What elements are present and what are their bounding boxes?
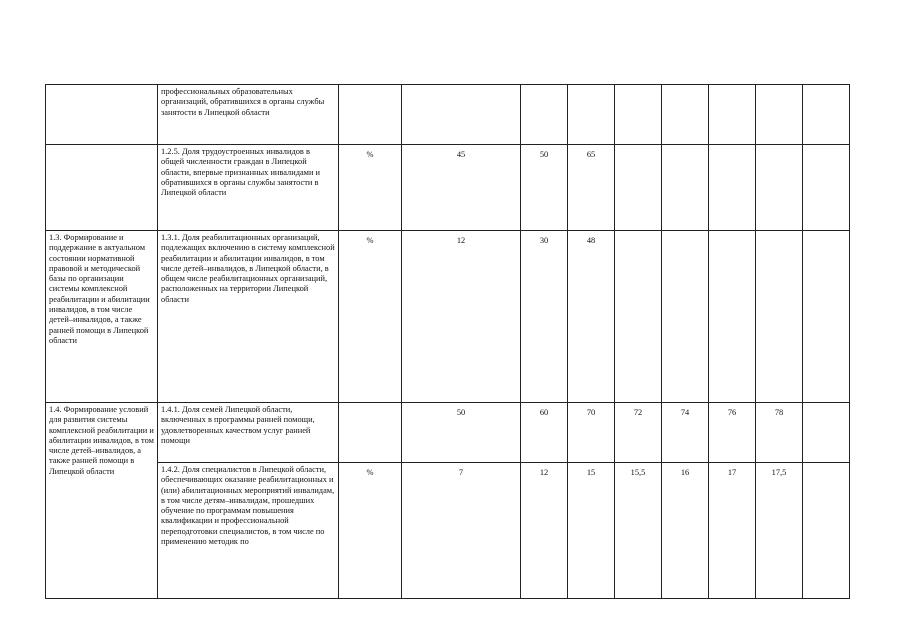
goal-cell <box>46 85 158 145</box>
indicator-cell: 1.3.1. Доля реабилитационных организаций, подлежащих включению в систему комплексной реабилитации и абилитации инвалидов, в том числе детей–инвалидов, в Липецкой области, в общем числе реабилитационных организаций, расположенных на территории Липецкой области <box>158 231 339 403</box>
value-cell: 17,5 <box>756 463 803 599</box>
table-row <box>46 403 850 463</box>
value-cell <box>803 145 850 231</box>
value-cell <box>756 231 803 403</box>
value-cell: 17 <box>709 463 756 599</box>
value-cell: 12 <box>521 463 568 599</box>
value-cell: 15,5 <box>615 463 662 599</box>
unit-cell: % <box>339 463 402 599</box>
table-row <box>46 145 850 231</box>
value-cell <box>402 85 521 145</box>
value-cell <box>568 85 615 145</box>
value-cell: 48 <box>568 231 615 403</box>
value-cell <box>803 403 850 463</box>
table-row <box>46 231 850 403</box>
goal-cell: 1.4. Формирование условий для развития системы комплексной реабилитации и абилитации инвалидов, в том числе детей–инвалидов, а также ранней помощи в Липецкой области <box>46 403 158 599</box>
value-cell: 76 <box>709 403 756 463</box>
value-cell <box>756 85 803 145</box>
value-cell: 45 <box>402 145 521 231</box>
value-cell: 12 <box>402 231 521 403</box>
indicator-cell: профессиональных образовательных организаций, обратившихся в органы службы занятости в Липецкой области <box>158 85 339 145</box>
unit-cell <box>339 85 402 145</box>
value-cell <box>803 85 850 145</box>
value-cell: 15 <box>568 463 615 599</box>
value-cell: 74 <box>662 403 709 463</box>
value-cell <box>709 85 756 145</box>
unit-cell: % <box>339 231 402 403</box>
value-cell <box>615 85 662 145</box>
value-cell <box>615 231 662 403</box>
value-cell <box>615 145 662 231</box>
value-cell <box>709 231 756 403</box>
indicator-cell: 1.4.1. Доля семей Липецкой области, включенных в программы ранней помощи, удовлетворенных качеством услуг ранней помощи <box>158 403 339 463</box>
goal-cell <box>46 145 158 231</box>
unit-cell: % <box>339 145 402 231</box>
indicator-cell: 1.2.5. Доля трудоустроенных инвалидов в общей численности граждан в Липецкой области, впервые признанных инвалидами и обратившихся в органы службы занятости в Липецкой области <box>158 145 339 231</box>
value-cell: 60 <box>521 403 568 463</box>
value-cell: 7 <box>402 463 521 599</box>
value-cell: 65 <box>568 145 615 231</box>
value-cell: 16 <box>662 463 709 599</box>
value-cell <box>803 231 850 403</box>
value-cell: 72 <box>615 403 662 463</box>
table-row <box>46 85 850 145</box>
value-cell: 30 <box>521 231 568 403</box>
value-cell: 78 <box>756 403 803 463</box>
unit-cell <box>339 403 402 463</box>
value-cell <box>709 145 756 231</box>
table-row <box>46 463 850 599</box>
value-cell: 70 <box>568 403 615 463</box>
goal-cell: 1.3. Формирование и поддержание в актуальном состоянии нормативной правовой и методической базы по организации системы комплексной реабилитации и абилитации инвалидов, в том числе детей–инвалидов, а также ранней помощи в Липецкой области <box>46 231 158 403</box>
value-cell: 50 <box>521 145 568 231</box>
value-cell <box>803 463 850 599</box>
value-cell <box>662 85 709 145</box>
value-cell <box>662 231 709 403</box>
value-cell: 50 <box>402 403 521 463</box>
indicators-table <box>45 84 850 599</box>
indicator-cell: 1.4.2. Доля специалистов в Липецкой области, обеспечивающих оказание реабилитационных и (или) абилитационных мероприятий инвалидам, в том числе детям–инвалидам, прошедших обучение по программам повышения квалификации и профессиональной переподготовки специалистов, в том числе по применению методик по <box>158 463 339 599</box>
value-cell <box>662 145 709 231</box>
value-cell <box>756 145 803 231</box>
value-cell <box>521 85 568 145</box>
